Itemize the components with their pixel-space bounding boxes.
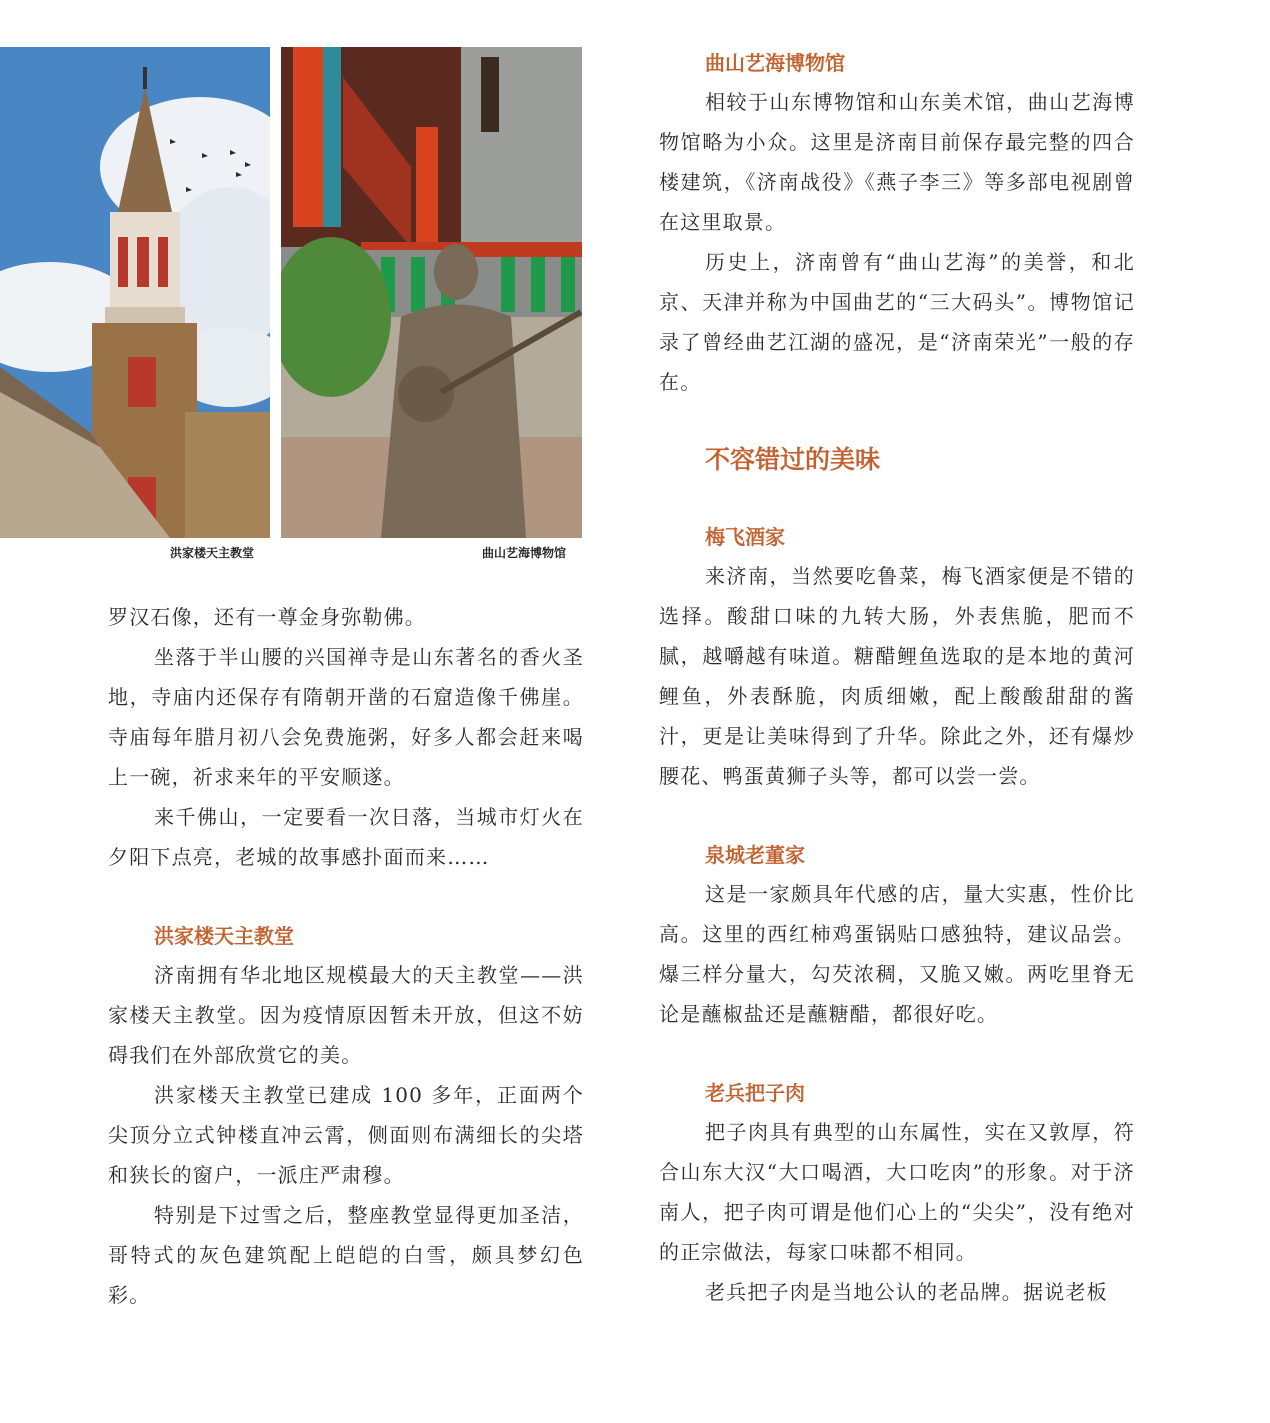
- body-paragraph: 来千佛山，一定要看一次日落，当城市灯火在夕阳下点亮，老城的故事感扑面而来……: [108, 805, 584, 869]
- body-paragraph: 罗汉石像，还有一尊金身弥勒佛。: [108, 605, 426, 629]
- body-paragraph: 把子肉具有典型的山东属性，实在又敦厚，符合山东大汉“大口喝酒，大口吃肉”的形象。对于济南人，把子肉可谓是他们心上的“尖尖”，没有绝对的正宗做法，每家口味都不相同。: [659, 1120, 1135, 1264]
- subheading-restaurant: 老兵把子肉: [705, 1081, 805, 1105]
- body-paragraph: 济南拥有华北地区规模最大的天主教堂——洪家楼天主教堂。因为疫情原因暂未开放，但这不妨碍我们在外部欣赏它的美。: [108, 963, 584, 1067]
- body-paragraph: 洪家楼天主教堂已建成 100 多年，正面两个尖顶分立式钟楼直冲云霄，侧面则布满细长的尖塔和狭长的窗户，一派庄严肃穆。: [108, 1083, 584, 1187]
- spacer: [659, 480, 1135, 518]
- subheading-restaurant: 泉城老董家: [705, 843, 805, 867]
- body-paragraph: 历史上，济南曾有“曲山艺海”的美誉，和北京、天津并称为中国曲艺的“三大码头”。博物馆记录了曾经曲艺江湖的盛况，是“济南荣光”一般的存在。: [659, 250, 1135, 394]
- spacer: [659, 796, 1135, 836]
- body-paragraph: 老兵把子肉是当地公认的老品牌。据说老板: [705, 1280, 1108, 1304]
- museum-photo-caption: 曲山艺海博物馆: [482, 546, 567, 560]
- spacer: [659, 402, 1135, 440]
- spacer: [659, 1034, 1135, 1074]
- body-paragraph: 这是一家颇具年代感的店，量大实惠，性价比高。这里的西红柿鸡蛋锅贴口感独特，建议品尝。爆三样分量大，勾芡浓稠，又脆又嫩。两吃里脊无论是蘸椒盐还是蘸糖醋，都很好吃。: [659, 882, 1135, 1026]
- subheading-church: 洪家楼天主教堂: [154, 924, 294, 948]
- church-illustration: [0, 47, 270, 538]
- body-paragraph: 来济南，当然要吃鲁菜，梅飞酒家便是不错的选择。酸甜口味的九转大肠，外表焦脆，肥而不腻，越嚼越有味道。糖醋鲤鱼选取的是本地的黄河鲤鱼，外表酥脆，肉质细嫩，配上酸酸甜甜的酱汁，更是让美味得到了升华。除此之外，还有爆炒腰花、鸭蛋黄狮子头等，都可以尝一尝。: [659, 564, 1135, 788]
- church-photo-caption: 洪家楼天主教堂: [170, 546, 255, 560]
- subheading-museum: 曲山艺海博物馆: [705, 51, 845, 75]
- section-title-food: 不容错过的美味: [705, 445, 881, 474]
- left-column: [108, 597, 584, 1315]
- right-column: [659, 44, 1135, 1312]
- subheading-restaurant: 梅飞酒家: [705, 525, 785, 549]
- church-photo: [0, 47, 270, 538]
- museum-statue-illustration: [281, 47, 582, 538]
- body-paragraph: 特别是下过雪之后，整座教堂显得更加圣洁，哥特式的灰色建筑配上皑皑的白雪，颇具梦幻色彩。: [108, 1203, 584, 1307]
- body-paragraph: 相较于山东博物馆和山东美术馆，曲山艺海博物馆略为小众。这里是济南目前保存最完整的四合楼建筑，《济南战役》《燕子李三》等多部电视剧曾在这里取景。: [659, 90, 1135, 234]
- spacer: [108, 877, 584, 917]
- museum-photo: [281, 47, 582, 538]
- body-paragraph: 坐落于半山腰的兴国禅寺是山东著名的香火圣地，寺庙内还保存有隋朝开凿的石窟造像千佛崖。寺庙每年腊月初八会免费施粥，好多人都会赶来喝上一碗，祈求来年的平安顺遂。: [108, 645, 584, 789]
